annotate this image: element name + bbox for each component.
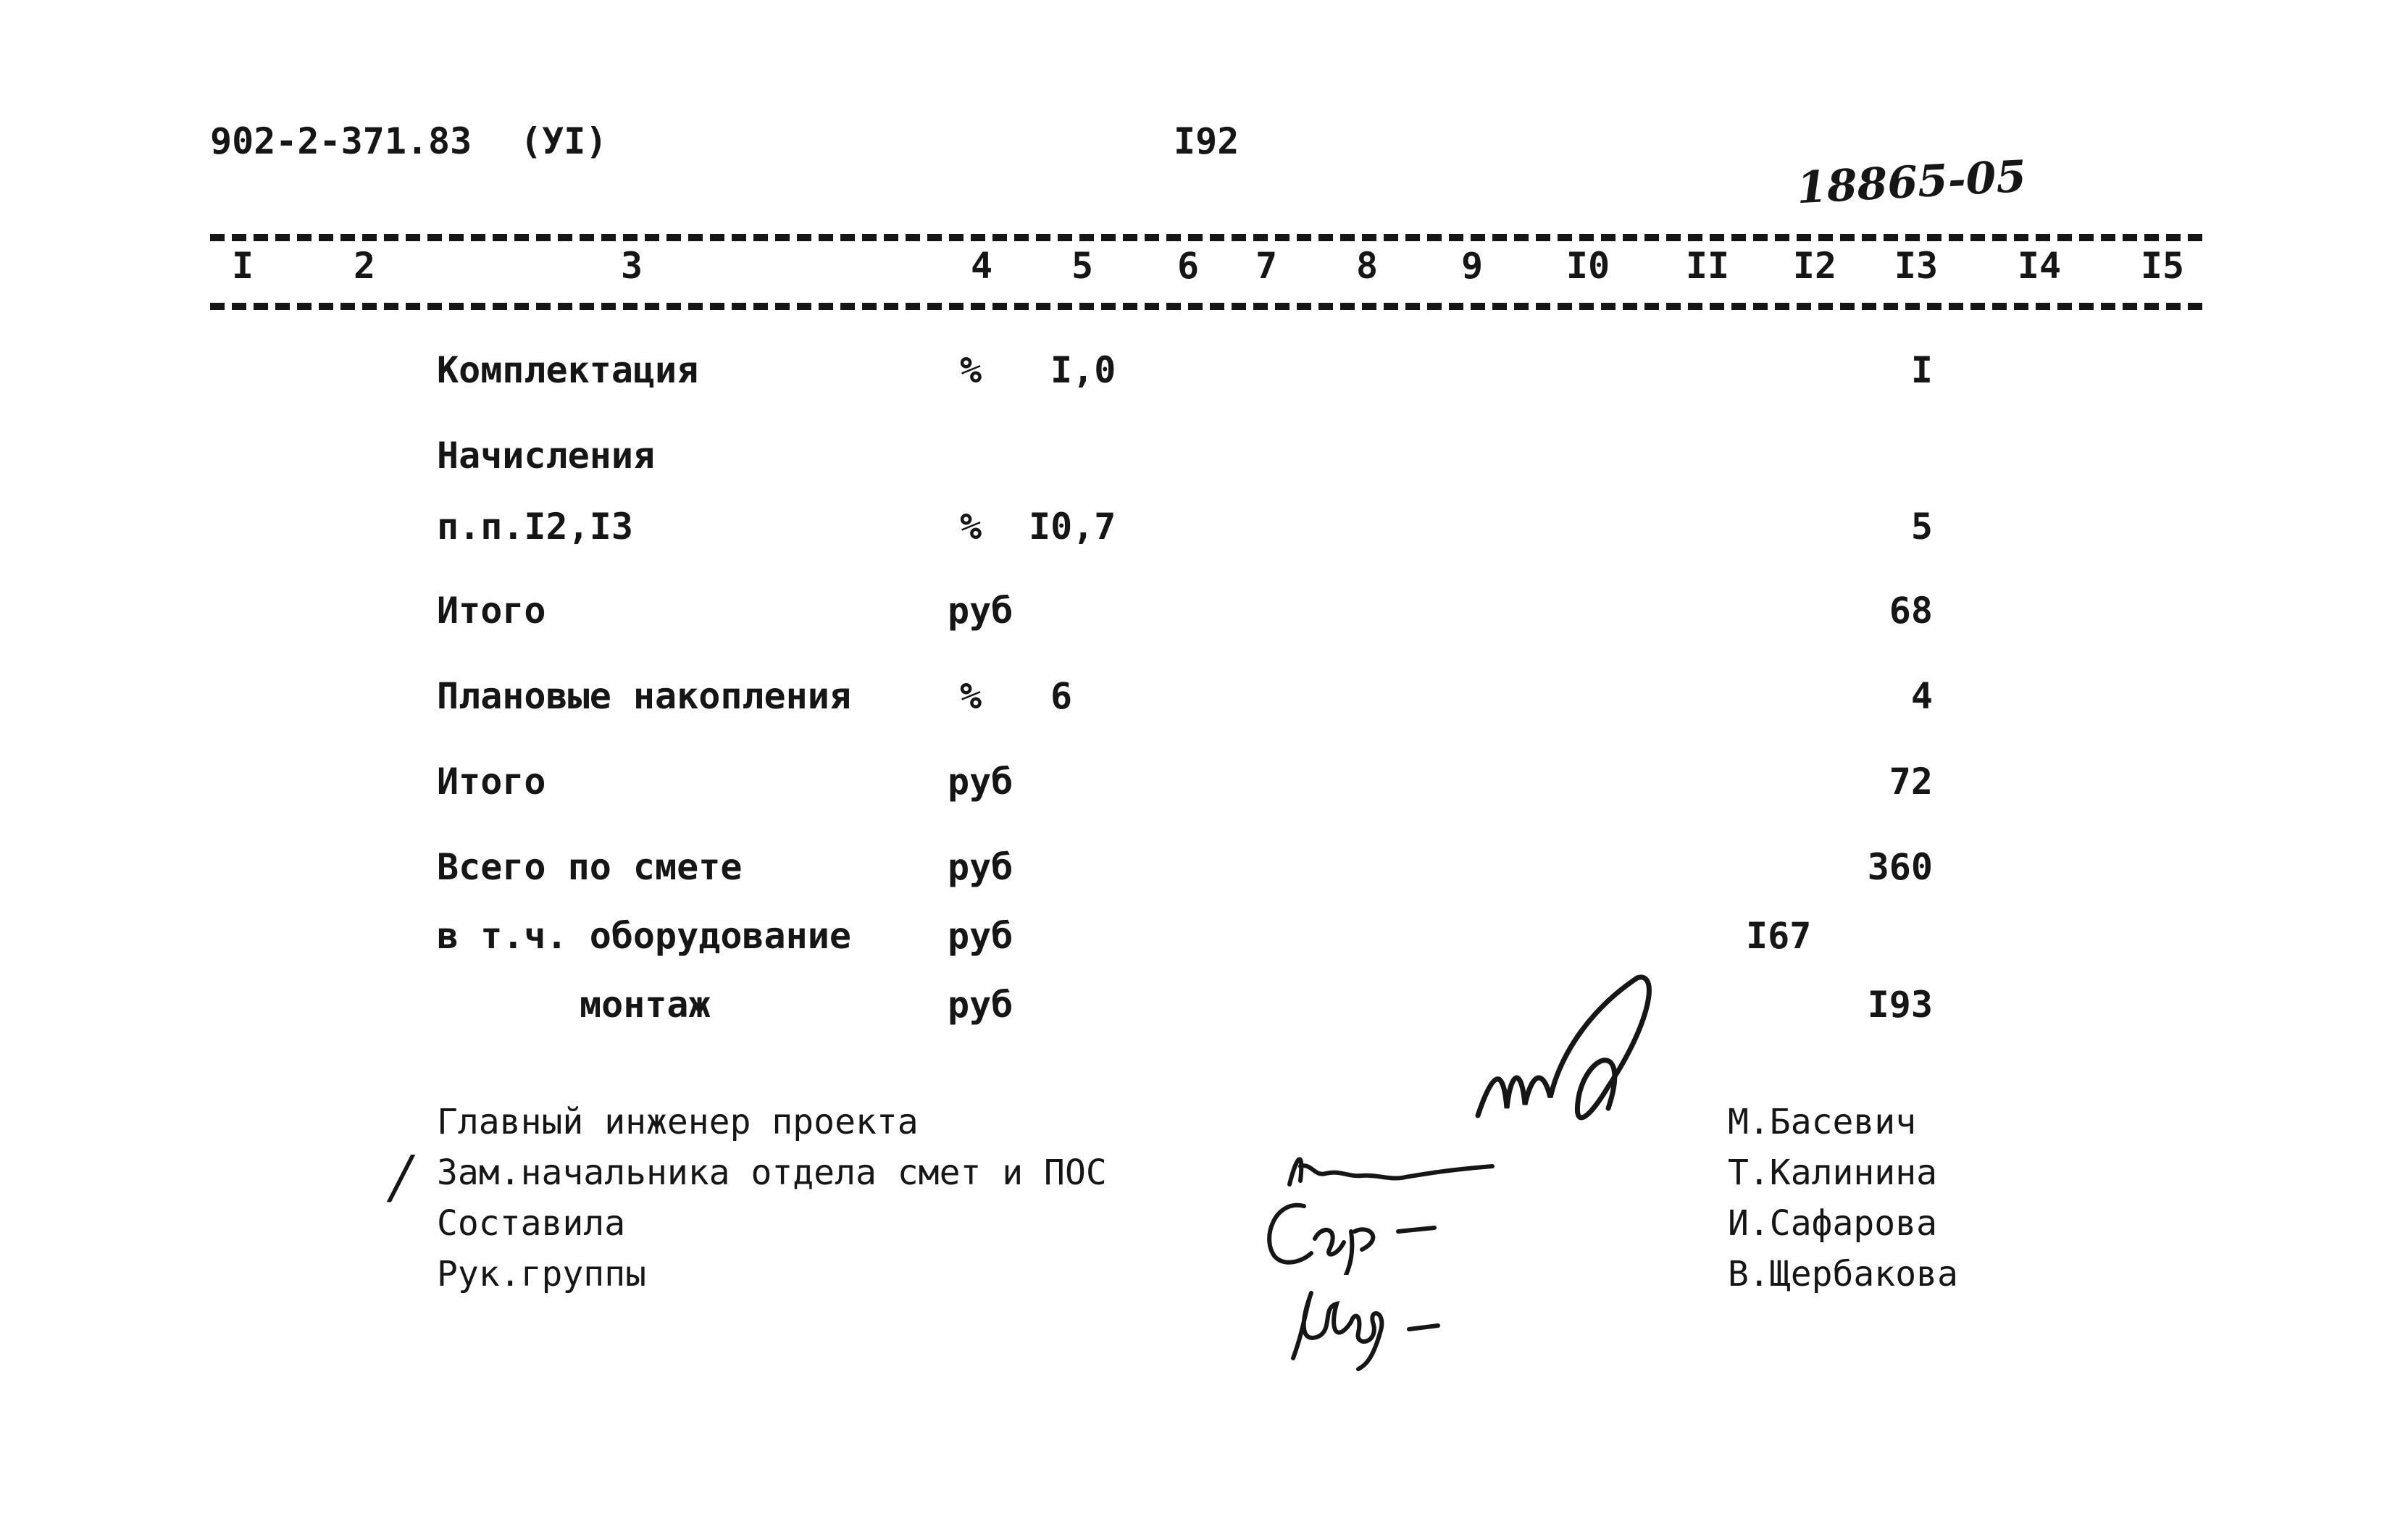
signature-name: Т.Калинина [1728,1152,1937,1193]
signature-position: Составила [437,1203,626,1244]
column-number: 9 [1460,245,1484,287]
row-unit: % [960,349,982,391]
row-value-col12: I67 [1746,915,1812,957]
row-total-col13: 4 [1910,675,1933,717]
column-number: I [231,245,254,287]
row-label: Итого [437,590,546,632]
signature-name: М.Басевич [1728,1102,1917,1142]
row-total-col13: I [1910,349,1933,391]
row-total-col13: I93 [1867,984,1933,1026]
handwritten-tick-mark: / [391,1143,411,1210]
page-number: I92 [1174,120,1240,162]
signature-position: Рук.группы [437,1254,646,1294]
column-number: 7 [1255,245,1278,287]
row-label: Комплектация [437,349,699,391]
column-number: 4 [970,245,993,287]
column-number: 8 [1355,245,1379,287]
row-unit: руб [948,915,1013,957]
row-label: в т.ч. оборудование [437,915,851,957]
row-rate: I,0 [1050,349,1116,391]
column-number: I3 [1894,245,1939,287]
row-rate: I0,7 [1029,506,1116,548]
column-number: I5 [2140,245,2185,287]
column-number: I2 [1792,245,1837,287]
document-code: 902-2-371.83 [210,120,472,162]
row-total-col13: 68 [1889,590,1933,632]
column-number: II [1685,245,1730,287]
column-number: I4 [2017,245,2062,287]
handwritten-signature-safarova [1253,1188,1442,1275]
signature-name: В.Щербакова [1728,1254,1958,1294]
row-unit: % [960,675,982,717]
column-number: 5 [1071,245,1094,287]
row-label: монтаж [580,984,711,1026]
row-unit: руб [948,846,1013,888]
row-label: Итого [437,761,546,803]
row-label: Всего по смете [437,846,743,888]
row-rate: 6 [1050,675,1073,717]
handwritten-signature-shcherbakova [1279,1279,1460,1373]
document-section: (УI) [520,120,608,162]
column-header-bottom-rule [210,303,2202,310]
row-total-col13: 5 [1910,506,1933,548]
row-label: п.п.I2,I3 [437,506,633,548]
handwritten-signature-basevich [1463,963,1673,1152]
row-unit: руб [948,761,1013,803]
row-label: Начисления [437,435,656,477]
row-unit: руб [948,984,1013,1026]
column-number: 2 [353,245,376,287]
column-number: 3 [620,245,643,287]
row-unit: % [960,506,982,548]
row-unit: руб [948,590,1013,632]
signature-name: И.Сафарова [1728,1203,1937,1244]
column-header-top-rule [210,234,2202,241]
row-total-col13: 360 [1867,846,1933,888]
signature-position: Зам.начальника отдела смет и ПОС [437,1152,1107,1193]
row-total-col13: 72 [1889,761,1933,803]
column-number: 6 [1176,245,1200,287]
inventory-number: 18865-05 [1795,151,2028,214]
signature-position: Главный инженер проекта [437,1102,919,1142]
column-number: I0 [1566,245,1610,287]
row-label: Плановые накопления [437,675,851,717]
